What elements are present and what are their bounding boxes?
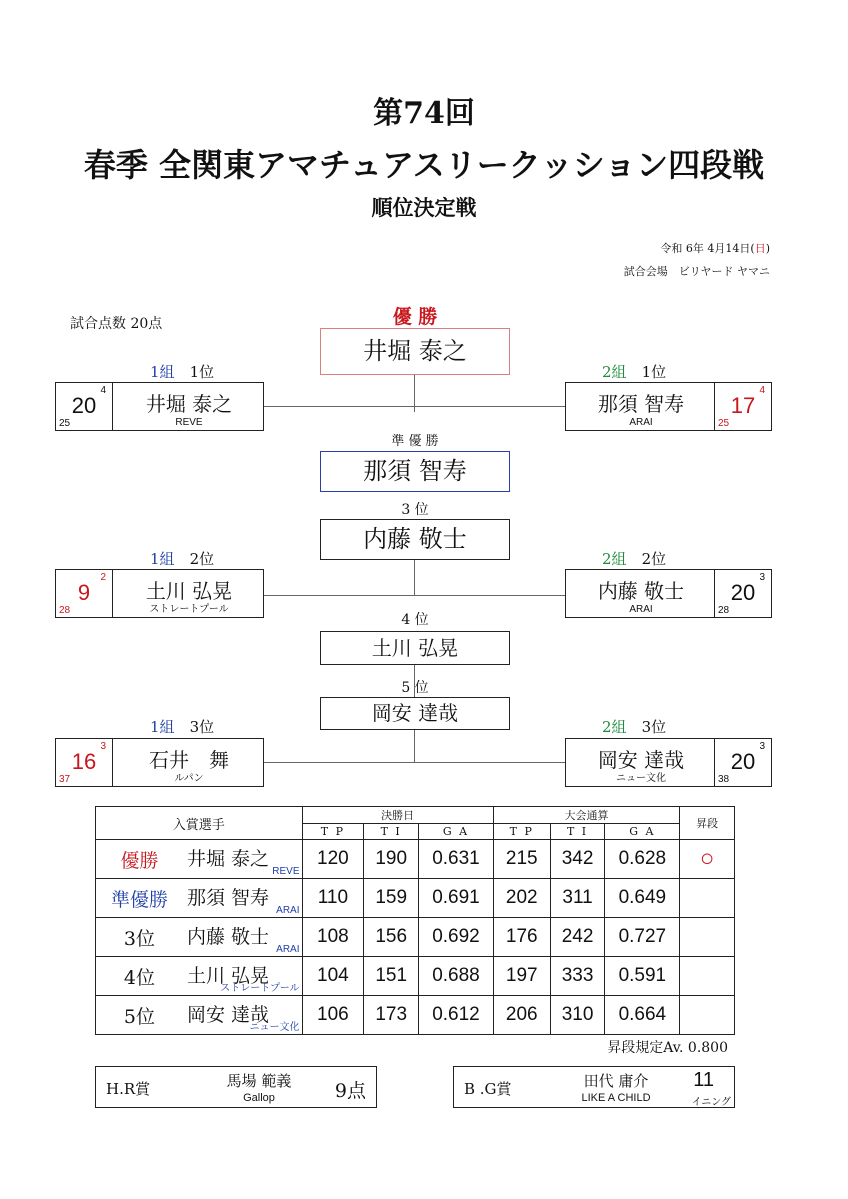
promotion-mark: ○ [680, 840, 735, 879]
match2-right-group: 2組 2位 [602, 550, 667, 568]
points-label: 試合点数 20点 [70, 316, 163, 332]
results-table: 入賞選手 決勝日 大会通算 昇段 T P T I G A T P T I G A 優勝 井堀 泰之 REVE 120 190 0.631 215 342 0.628 ○ 準優勝 那須 智寿 ARAI 110 159 0.691 202 311 0.649 3位 内藤 敬士 ARAI 108 156 0.692 176 242 0.727 4位 土川 弘晃 ストレートプール 104 151 0.688 197 333 0.591 5位 岡安 達哉 ニュー文化 106 173 0.612 206 310 0.664 [95, 806, 735, 1035]
match1-right-score: 17 4 25 [714, 383, 771, 430]
venue: 試合会場 ビリヤード ヤマニ [623, 265, 770, 278]
third-box [320, 519, 510, 560]
bg-award: B .G賞 田代 庸介 LIKE A CHILD 11 イニング [453, 1066, 735, 1108]
tournament-subtitle: 順位決定戦 [371, 195, 477, 220]
col-total: 大会通算 [493, 807, 679, 824]
fifth-box [320, 697, 510, 730]
fourth-name: 土川 弘晃 [371, 636, 459, 660]
match3-right-score: 20 3 38 [714, 739, 771, 786]
match1-right-player: 那須 智寿 ARAI 17 4 25 [565, 382, 772, 431]
match1-left-player: 20 4 25 井堀 泰之 REVE [55, 382, 264, 431]
runnerup-name: 那須 智寿 [363, 457, 467, 485]
col-player: 入賞選手 [96, 807, 303, 840]
match2-left-score: 9 2 28 [56, 570, 113, 617]
promotion-note: 昇段規定Av. 0.800 [607, 1040, 728, 1056]
match2-right-player: 内藤 敬士 ARAI 20 3 28 [565, 569, 772, 618]
fourth-box [320, 631, 510, 665]
match3-left-group: 1組 3位 [150, 718, 215, 736]
third-name: 内藤 敬士 [363, 525, 467, 553]
match1-left-score: 20 4 25 [56, 383, 113, 430]
runnerup-box [320, 451, 510, 492]
match2-left-player: 9 2 28 土川 弘晃 ストレートプール [55, 569, 264, 618]
col-final: 決勝日 [302, 807, 493, 824]
table-row: 3位 内藤 敬士 ARAI 108 156 0.692 176 242 0.727 [96, 918, 735, 957]
hr-award: H.R賞 馬場 範義 Gallop 9点 [95, 1066, 377, 1108]
match1-right-group: 2組 1位 [602, 363, 667, 381]
champion-box [320, 328, 510, 375]
fifth-name: 岡安 達哉 [371, 701, 459, 725]
champion-name: 井堀 泰之 [363, 337, 467, 365]
col-promo: 昇段 [680, 807, 735, 840]
match3-right-group: 2組 3位 [602, 718, 667, 736]
fourth-label: 4 位 [401, 612, 429, 628]
date-line: 令和 6年 4月14日(日) [660, 242, 770, 255]
match2-left-group: 1組 2位 [150, 550, 215, 568]
champion-label: 優 勝 [392, 306, 438, 328]
match3-left-player: 16 3 37 石井 舞 ルパン [55, 738, 264, 787]
match3-right-player: 岡安 達哉 ニュー文化 20 3 38 [565, 738, 772, 787]
table-row: 5位 岡安 達哉 ニュー文化 106 173 0.612 206 310 0.664 [96, 996, 735, 1035]
table-row: 4位 土川 弘晃 ストレートプール 104 151 0.688 197 333 0.591 [96, 957, 735, 996]
match1-left-group: 1組 1位 [150, 363, 215, 381]
tournament-title: 春季 全関東アマチュアスリークッション四段戦 [83, 146, 765, 184]
match2-right-score: 20 3 28 [714, 570, 771, 617]
edition-title: 第74回 [373, 96, 475, 131]
date-day: 日 [754, 242, 766, 255]
third-label: 3 位 [401, 502, 429, 518]
table-row: 優勝 井堀 泰之 REVE 120 190 0.631 215 342 0.628 ○ [96, 840, 735, 879]
fifth-label: 5 位 [401, 680, 429, 696]
runnerup-label: 準 優 勝 [391, 434, 439, 449]
table-row: 準優勝 那須 智寿 ARAI 110 159 0.691 202 311 0.649 [96, 879, 735, 918]
match3-left-score: 16 3 37 [56, 739, 113, 786]
